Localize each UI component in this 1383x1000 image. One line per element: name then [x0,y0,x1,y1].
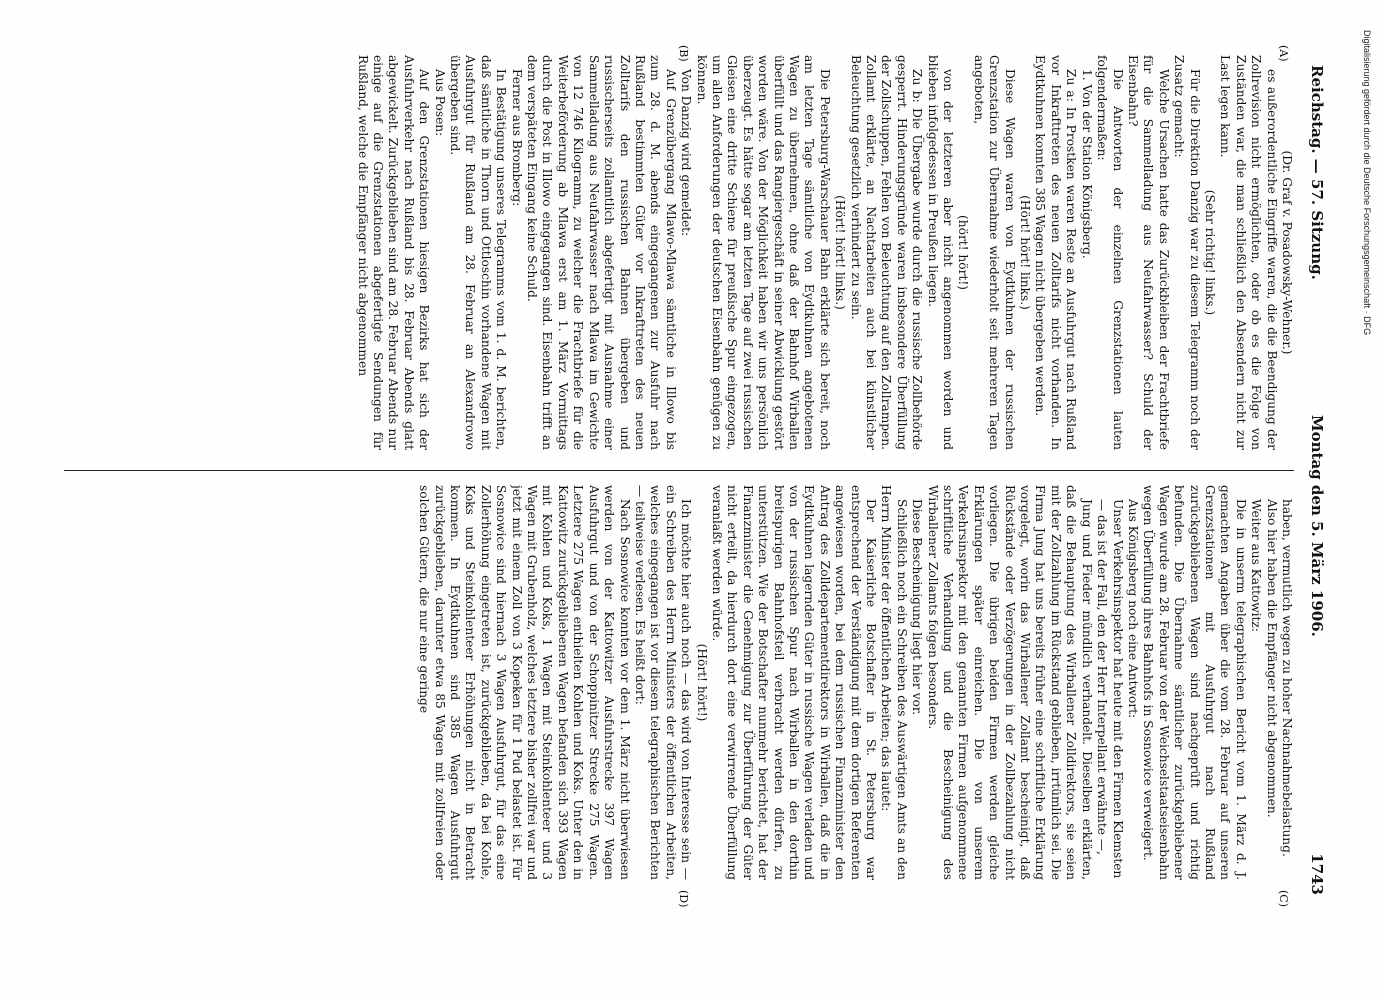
digitization-note-text: Digitalisierung gefördert durch die Deutsche Forschungsgemeinschaft · DFG [1362,30,1372,336]
paragraph: Ferner aus Bromberg: [509,69,524,207]
paragraph: Welche Ursachen hatte das Zurückbleiben der Frachtbriefe für die Sammelladung aus Neufahrwasser? Schuld der Eisenbahn? [1125,55,1171,450]
paragraph: Auf Grenzübergang Mlawo-Mlawa sämtliche in Illowo bis zum 28. d. M. abends eingegangenen zur Ausfuhr nach Rußland bestimmten Güter vor Inkrafttreten des neuen Zolltarifs den russischen Bahnen übergeben und russischerseits zollamtlich abgefertigt mit Ausnahme einer Sammelladung aus Neufahrwasser nach Mlawa im Gewichte von 12 746 Kilogramm, zu welcher die Frachtbriefe für die Weiterbeförderung ab Mlawa erst am 1. März Vormittags durch die Post in Illowo eingegangen sind. Eisenbahn trifft an dem verspäteten Eingang keine Schuld. [525,55,678,450]
paragraph: (Hört! hört!) [694,643,709,722]
left-column [64,55,1294,450]
paragraph: Also hier haben die Empfänger nicht abgenommen. [1264,499,1279,818]
paragraph: Die Antworten der einzelnen Grenzstationen lauten folgendermaßen: [1095,55,1125,450]
right-column [64,485,1294,880]
margin-marker-b: (B) [677,45,690,62]
paragraph: Die Petersburg-Warschauer Bahn erklärte sich bereit, noch am letzten Tage sämtliche von Eydtkuhnen angebotenen Wagen zu übernehmen, ohne daß der Bahnhof Wirballen überfüllt und das Rangiergeschäft in seiner Abwicklung gestört worden wäre. Von der Möglichkeit haben wir uns persönlich überzeugt. Es hätte sogar am letzten Tage auf zwei russischen Gleisen eine dritte Schiene für preußische Spur eingezogen, um allen Anforderungen der deutschen Eisenbahn genügen zu können. [694,55,832,450]
paragraph: es außerordentliche Eingriffe waren, die die Beendigung der Zollrevision nicht ermöglichten, oder ob es die Folge von Zuständen war, die man schließlich den Absendern nicht zur Last legen kann. [1218,55,1279,450]
paragraph: Aus Königsberg noch eine Antwort: [1125,499,1140,719]
paragraph: Zu a: In Prostken waren Reste an Ausfuhrgut nach Rußland vor Inkrafttreten des neuen Zolltarifs nicht vorhanden. In Eydtkuhnen konnten 385 Wagen nicht übergeben werden. [1033,55,1079,450]
paragraph: Jung und Fieder mündlich verhandelt. Dieselben erklärten, daß die Behauptung des Wirballener Zolldirektors, sie seien mit der Zollzahlung im Rückstand geblieben, irrtümlich sei. Die Firma Jung hat uns bereits früher eine schriftliche Erklärung vorgelegt, worin das Wirballener Zollamt bescheinigt, daß Rückstände oder Verzögerungen in der Zollbezahlung nicht vorliegen. Die übrigen beiden Firmen werden gleiche Erklärungen später einreichen. Die von unserem Verkehrsinspektor mit den genannten Firmen aufgenommene schriftliche Verhandlung und die Bescheinigung des Wirballener Zollamts folgen besonders. [925,485,1094,880]
paragraph: In Bestätigung unseres Telegramms vom 1. d. M. berichten, daß sämtliche in Thorn und Ottloschin vorhandene Wagen mit Ausfuhrgut für Rußland am 28. Februar an Alexandrowo übergeben sind. [448,55,509,450]
paragraph: (Dr. Graf v. Posadowsky-Wehner.) [1280,150,1294,355]
paragraph: (Hört! hört! links.) [1018,195,1033,310]
paragraph: Ich möchte hier auch noch — das wird von Interesse sein — ein Schreiben des Herrn Ministers der öffentlichen Arbeiten, welches eingegangen ist vor diesem telegraphischen Berichten — teilweise verlesen. Es heißt dort: [632,485,694,880]
paragraph: Schließlich noch ein Schreiben des Auswärtigen Amts an den Herrn Minister der öffentlichen Arbeiten; das lautet: [879,485,909,880]
paragraph: Weiter aus Kattowitz: [1249,499,1264,632]
margin-marker-d: (D) [677,890,690,908]
paragraph: haben, vermutlich wegen zu hoher Nachnahmebelastung. [1280,499,1294,857]
paragraph: Diese Wagen waren von Eydtkuhnen der russischen Grenzstation zur Übernahme wiederholt seit mehreren Tagen angeboten, [971,55,1017,450]
margin-marker-c: (C) [1277,890,1290,907]
paragraph: Der Kaiserliche Botschafter in St. Petersburg war entsprechend der Verständigung mit dem dortigen Referenten angewiesen worden, bei dem russischen Finanzminister den Antrag des Zolldepartementdirektors in Wirballen, daß die in Eydtkuhnen lagernden Güter in russische Wagen verladen und von der russischen Spur nach Wirballen in den dorthin breitspurigen Bahnhofsteil verbracht werden dürfen, zu unterstützen. Wie der Botschafter nunmehr berichtet, hat der Finanzminister die Genehmigung zur Überführung der Güter nicht erteilt, da hierdurch dort eine verwirrende Überfüllung veranlaßt werden würde. [709,485,879,880]
paragraph: Von Danzig wird gemeldet: [679,69,694,237]
paragraph: von der letzteren aber nicht angenommen worden und blieben infolgedessen in Preußen liegen. [925,55,956,450]
paragraph: Für die Direktion Danzig war zu diesem Telegramm noch der Zusatz gemacht: [1172,55,1202,450]
page-header [1304,45,1330,905]
paragraph: Auf den Grenzstationen hiesigen Bezirks hat sich der Ausfuhrverkehr nach Rußland bis 28. Februar Abends glatt abgewickelt. Zurückgeblieben sind am 28. Februar Abends nur einige auf die Grenzstationen abgefertigte Sendungen für Rußland, welche die Empfänger nicht abgenommen [355,55,432,450]
rotated-page-content [40,45,1330,945]
paragraph: (Sehr richtig! links.) [1202,189,1217,316]
paragraph: Nach Sosnowice konnten vor dem 1. März nicht überwiesen werden von der Kattowitzer Ausfuhrstrecke 397 Wagen Ausfuhrgut und von der Schoppinitzer Strecke 275 Wagen. Letztere 275 Wagen enthielten Kohlen und Koks. Unter den in Kattowitz zurückgebliebenen Wagen befanden sich 393 Wagen mit Kohlen und Koks, 1 Wagen mit Steinkohlenteer und 3 Wagen mit Grubenholz, welches letztere bisher zollfrei war und jetzt mit einem Zoll von 3 Kopeken für 1 Pud belastet ist. Für Sosnowice sind hiernach 3 Wagen Ausfuhrgut, für das eine Zollerhöhung eingetreten ist, zurückgeblieben, da bei Kohle, Koks und Steinkohlenteer Erhöhungen nicht in Betracht kommen. In Eydtkuhnen sind 385 Wagen Ausfuhrgut zurückgeblieben, darunter etwa 85 Wagen mit zollfreien oder solchen Gütern, die nur eine geringe [417,485,632,880]
paragraph: — das ist der Fall, den der Herr Interpellant erwähnte —, [1095,499,1110,855]
column-divider [64,470,1294,471]
paragraph: Diese Bescheinigung liegt hier vor. [910,499,925,716]
paragraph: 1. Von der Station Königsberg. [1079,69,1094,259]
paragraph: (Hört! hört! links.) [833,195,848,310]
header-session: Reichstag. — 57. Sitzung. [1308,65,1326,280]
paragraph: (hört! hört!) [956,215,971,290]
paragraph: Aus Posen: [432,69,447,137]
paragraph: Die in unserm telegraphischen Bericht vom 1. März d. J. gemachten Angaben über die vom 28. Februar auf unseren Grenzstationen mit Ausfuhrgut nach Rußland zurückgebliebenen Wagen sind nachgeprüft und richtig befunden. Die Übernahme sämtlicher zurückgebliebener Wagen wurde am 28. Februar von der Weichselstaatseisenbahn wegen Überfüllung ihres Bahnhofs in Sosnowice verweigert. [1141,485,1248,880]
header-date: Montag den 5. März 1906. [1308,415,1326,637]
digitization-note [1358,30,1372,990]
paragraph: Zu b: Die Übergabe wurde durch die russische Zollbehörde gesperrt. Hinderungsgründe waren insbesondere Überfüllung der Zollschuppen, Fehlen von Beleuchtung auf den Zollrampen. Zollamt erklärte, an Nachtarbeiten auch bei künstlicher Beleuchtung gesetzlich verhindert zu sein. [848,55,925,450]
page-number: 1743 [1308,853,1326,895]
margin-marker-a: (A) [1277,45,1290,62]
paragraph: Unser Verkehrsinspektor hat heute mit den Firmen Klemsten [1110,499,1125,879]
